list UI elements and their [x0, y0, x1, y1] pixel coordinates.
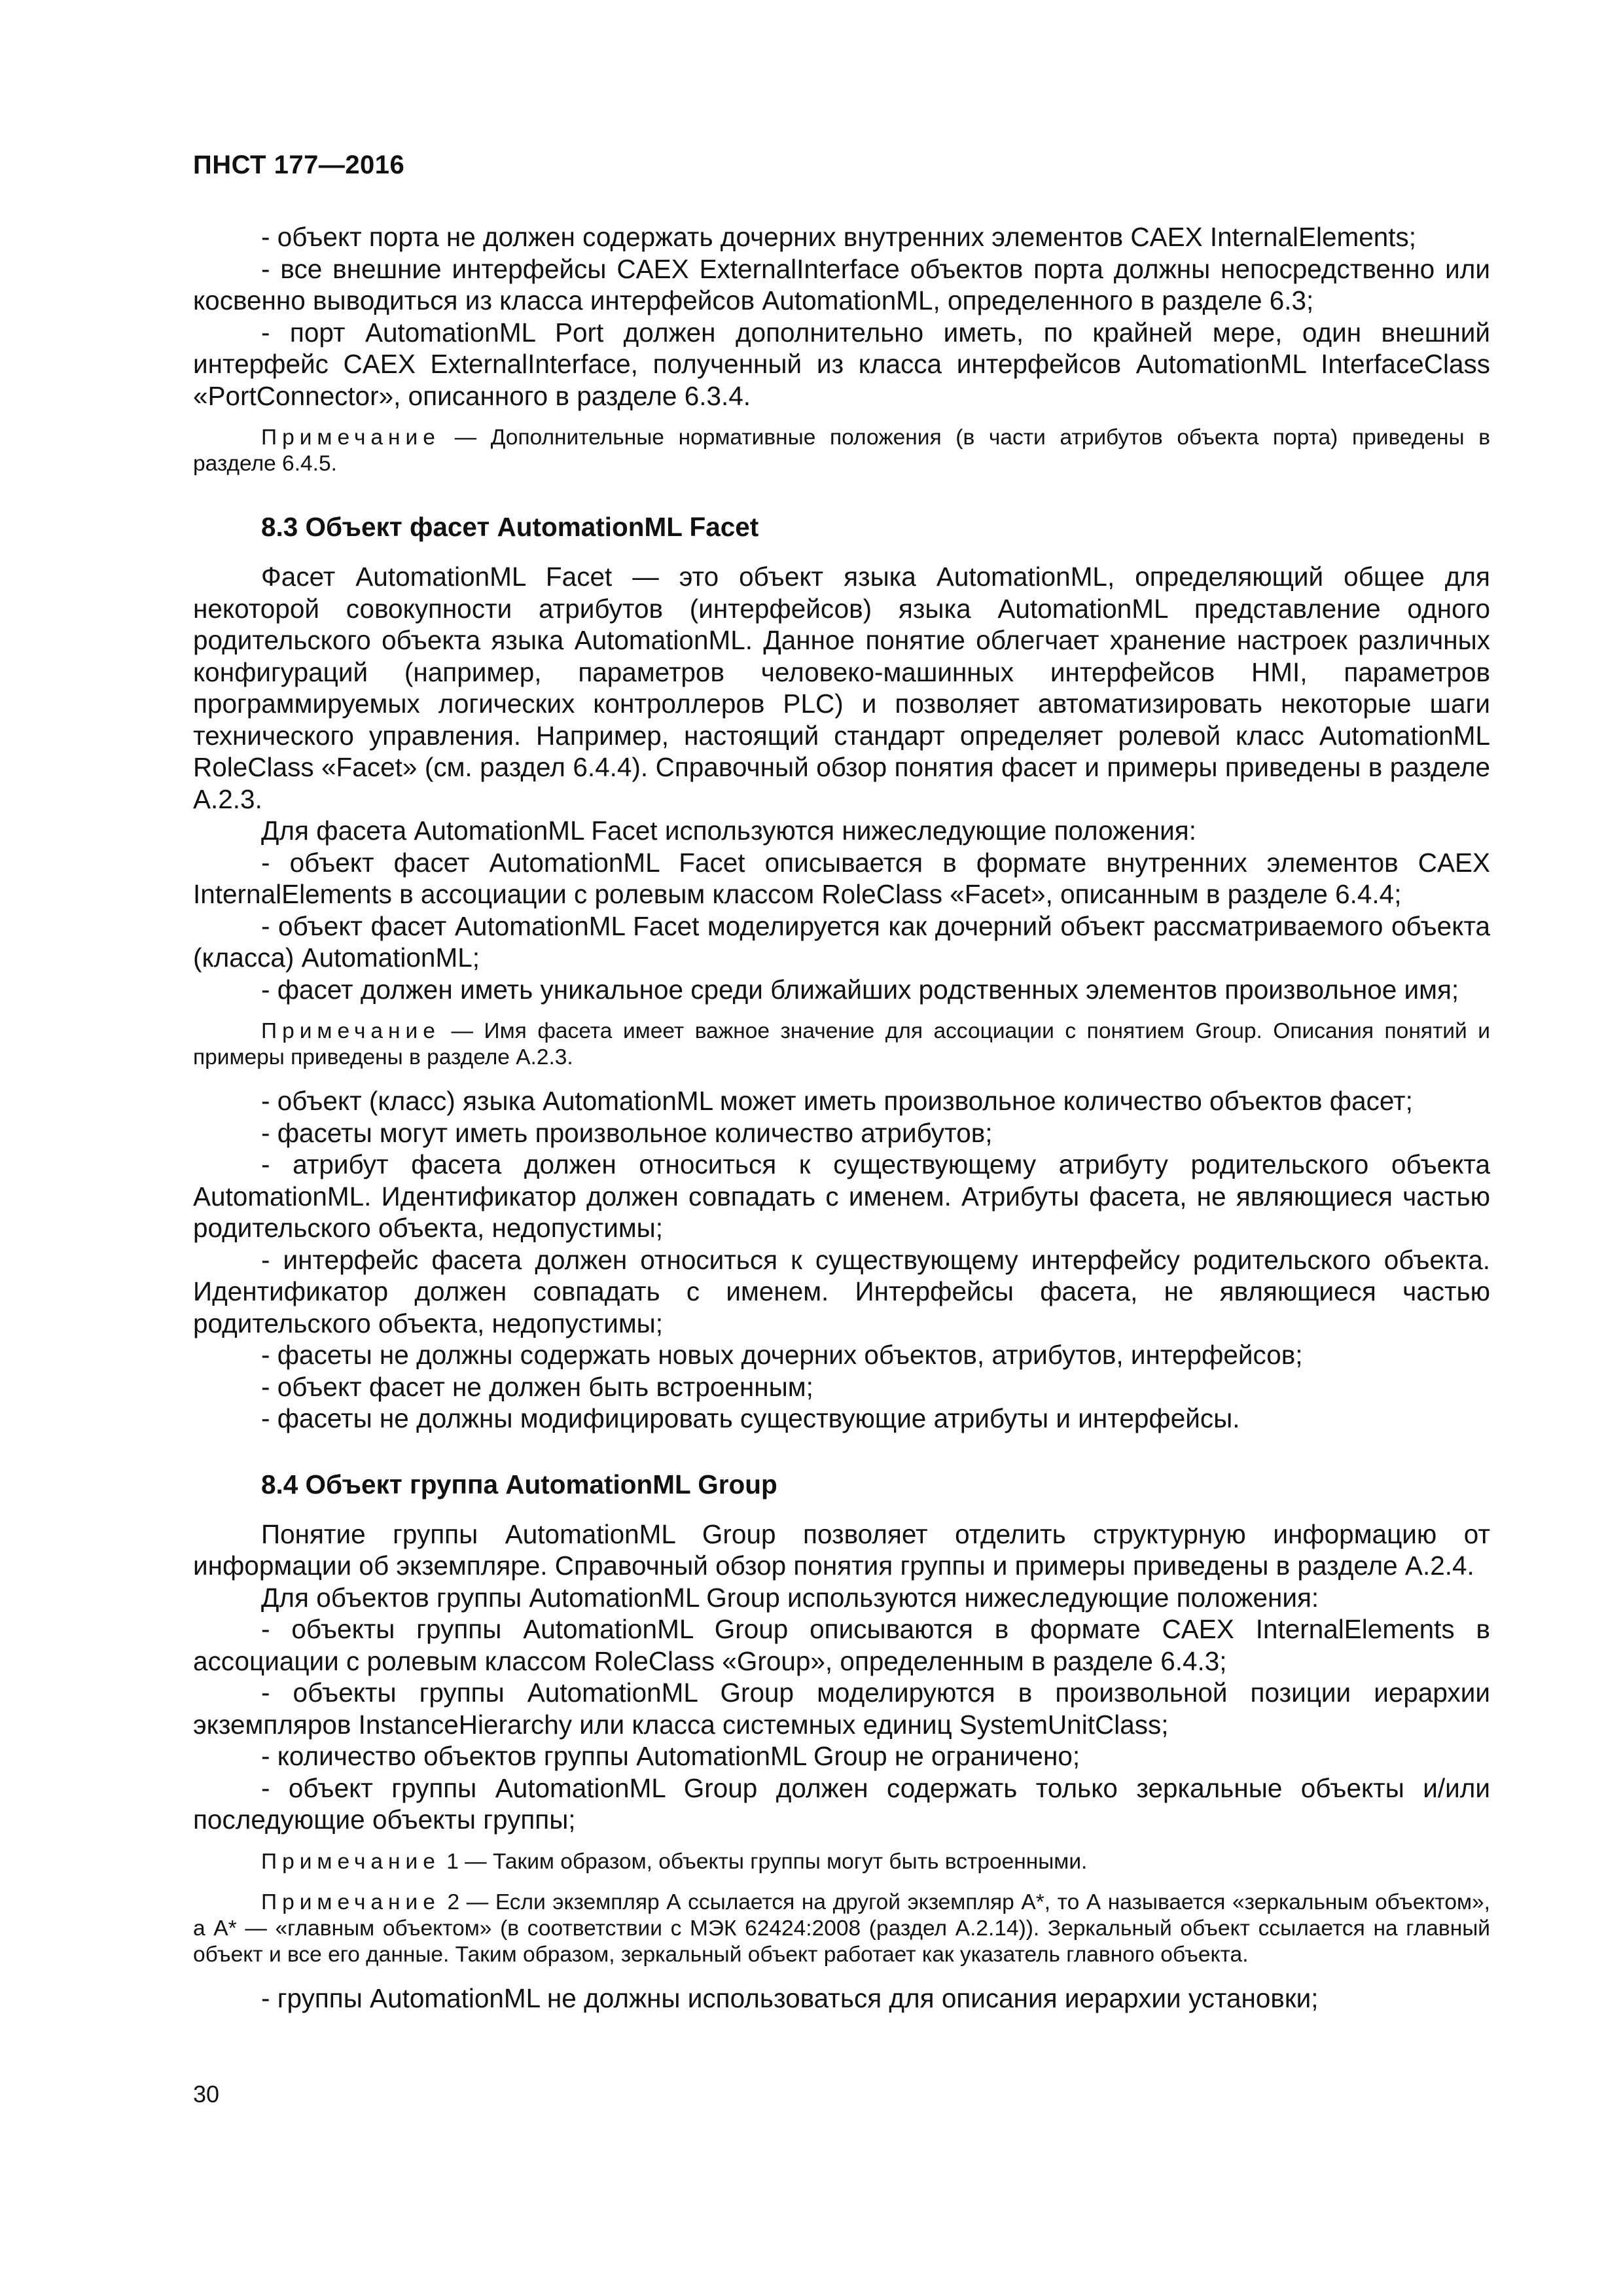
paragraph: Фасет AutomationML Facet — это объект языка AutomationML, определяющий общее для некоторой совокупности атрибутов (интерфейсов) языка AutomationML представление одного родительского объекта языка AutomationML. Данное понятие облегчает хранение настроек различных конфигураций (например, параметров человеко-машинных интерфейсов HMI, параметров программируемых логических контроллеров PLC) и позволяет автоматизировать некоторые шаги технического управления. Например, настоящий стандарт определяет ролевой класс AutomationML RoleClass «Facet» (см. раздел 6.4.4). Справочный обзор понятия фасет и примеры приведены в разделе А.2.3.	[193, 562, 1490, 814]
paragraph: Для объектов группы AutomationML Group используются нижеследующие положения:	[261, 1582, 1319, 1613]
note-text: — Имя фасета имеет важное значение для ассоциации с понятием Group. Описания понятий и примеры приведены в разделе А.2.3.	[193, 1019, 1490, 1069]
section-heading-facet: 8.3 Объект фасет AutomationML Facet	[261, 512, 759, 542]
list-item: - объект порта не должен содержать дочерних внутренних элементов CAEX InternalElements;	[261, 222, 1417, 252]
page-number: 30	[193, 2081, 220, 2108]
list-item: - объект фасет не должен быть встроенным;	[261, 1371, 813, 1402]
list-item: - количество объектов группы AutomationML Group не ограничено;	[261, 1741, 1080, 1771]
document-body	[193, 221, 1490, 2014]
list-item: - фасет должен иметь уникальное среди ближайших родственных элементов произвольное имя;	[261, 974, 1459, 1005]
note-label: Примечание	[261, 1849, 440, 1874]
paragraph: Для фасета AutomationML Facet используются нижеследующие положения:	[261, 816, 1196, 846]
note	[193, 1890, 1490, 1968]
note-text: 1 — Таким образом, объекты группы могут быть встроенными.	[446, 1849, 1088, 1874]
list-item: - фасеты не должны содержать новых дочерних объектов, атрибутов, интерфейсов;	[261, 1340, 1303, 1370]
list-item: - атрибут фасета должен относиться к существующему атрибуту родительского объекта AutomationML. Идентификатор должен совпадать с именем. Атрибуты фасета, не являющиеся частью родительского объекта, недопустимы;	[193, 1149, 1490, 1243]
list-item: - объект фасет AutomationML Facet описывается в формате внутренних элементов CAEX InternalElements в ассоциации с ролевым классом RoleClass «Facet», описанным в разделе 6.4.4;	[193, 847, 1490, 909]
list-item: - объект (класс) языка AutomationML может иметь произвольное количество объектов фасет;	[261, 1086, 1413, 1116]
note-text: 2 — Если экземпляр А ссылается на другой экземпляр А*, то А называется «зеркальным объектом», а А* — «главным объектом» (в соответствии с МЭК 62424:2008 (раздел А.2.14)). Зеркальный объект ссылается на главный объект и все его данные. Таким образом, зеркальный объект работает как указатель главного объекта.	[193, 1890, 1490, 1967]
list-item: - объект группы AutomationML Group должен содержать только зеркальные объекты и/или последующие объекты группы;	[193, 1772, 1490, 1835]
list-item: - все внешние интерфейсы CAEX ExternalInterface объектов порта должны непосредственно или косвенно выводиться из класса интерфейсов AutomationML, определенного в разделе 6.3;	[193, 253, 1490, 315]
note-text: — Дополнительные нормативные положения (в части атрибутов объекта порта) приведены в разделе 6.4.5.	[193, 425, 1490, 476]
paragraph: Понятие группы AutomationML Group позволяет отделить структурную информацию от информации об экземпляре. Справочный обзор понятия группы и примеры приведены в разделе А.2.4.	[193, 1518, 1490, 1581]
list-item: - порт AutomationML Port должен дополнительно иметь, по крайней мере, один внешний интерфейс CAEX ExternalInterface, полученный из класса интерфейсов AutomationML InterfaceClass «PortConnector», описанного в разделе 6.3.4.	[193, 317, 1490, 411]
note	[193, 425, 1490, 477]
note-label: Примечание	[261, 425, 440, 450]
list-item: - интерфейс фасета должен относиться к существующему интерфейсу родительского объекта. Идентификатор должен совпадать с именем. Интерфейсы фасета, не являющиеся частью родительского объекта, недопустимы;	[193, 1244, 1490, 1338]
section-heading-group: 8.4 Объект группа AutomationML Group	[261, 1469, 777, 1499]
note-label: Примечание	[261, 1890, 440, 1914]
note	[193, 1018, 1490, 1071]
note	[193, 1849, 1490, 1875]
note-label: Примечание	[261, 1019, 440, 1043]
list-item: - фасеты могут иметь произвольное количество атрибутов;	[261, 1117, 993, 1148]
list-item: - объекты группы AutomationML Group моделируются в произвольной позиции иерархии экземпляров InstanceHierarchy или класса системных единиц SystemUnitClass;	[193, 1677, 1490, 1740]
list-item: - объекты группы AutomationML Group описываются в формате CAEX InternalElements в ассоциации с ролевым классом RoleClass «Group», определенным в разделе 6.4.3;	[193, 1614, 1490, 1676]
page-header-doc-id: ПНСТ 177—2016	[193, 151, 405, 179]
list-item: - объект фасет AutomationML Facet моделируется как дочерний объект рассматриваемого объекта (класса) AutomationML;	[193, 910, 1490, 973]
list-item: - группы AutomationML не должны использоваться для описания иерархии установки;	[261, 1982, 1319, 2013]
list-item: - фасеты не должны модифицировать существующие атрибуты и интерфейсы.	[261, 1403, 1240, 1433]
